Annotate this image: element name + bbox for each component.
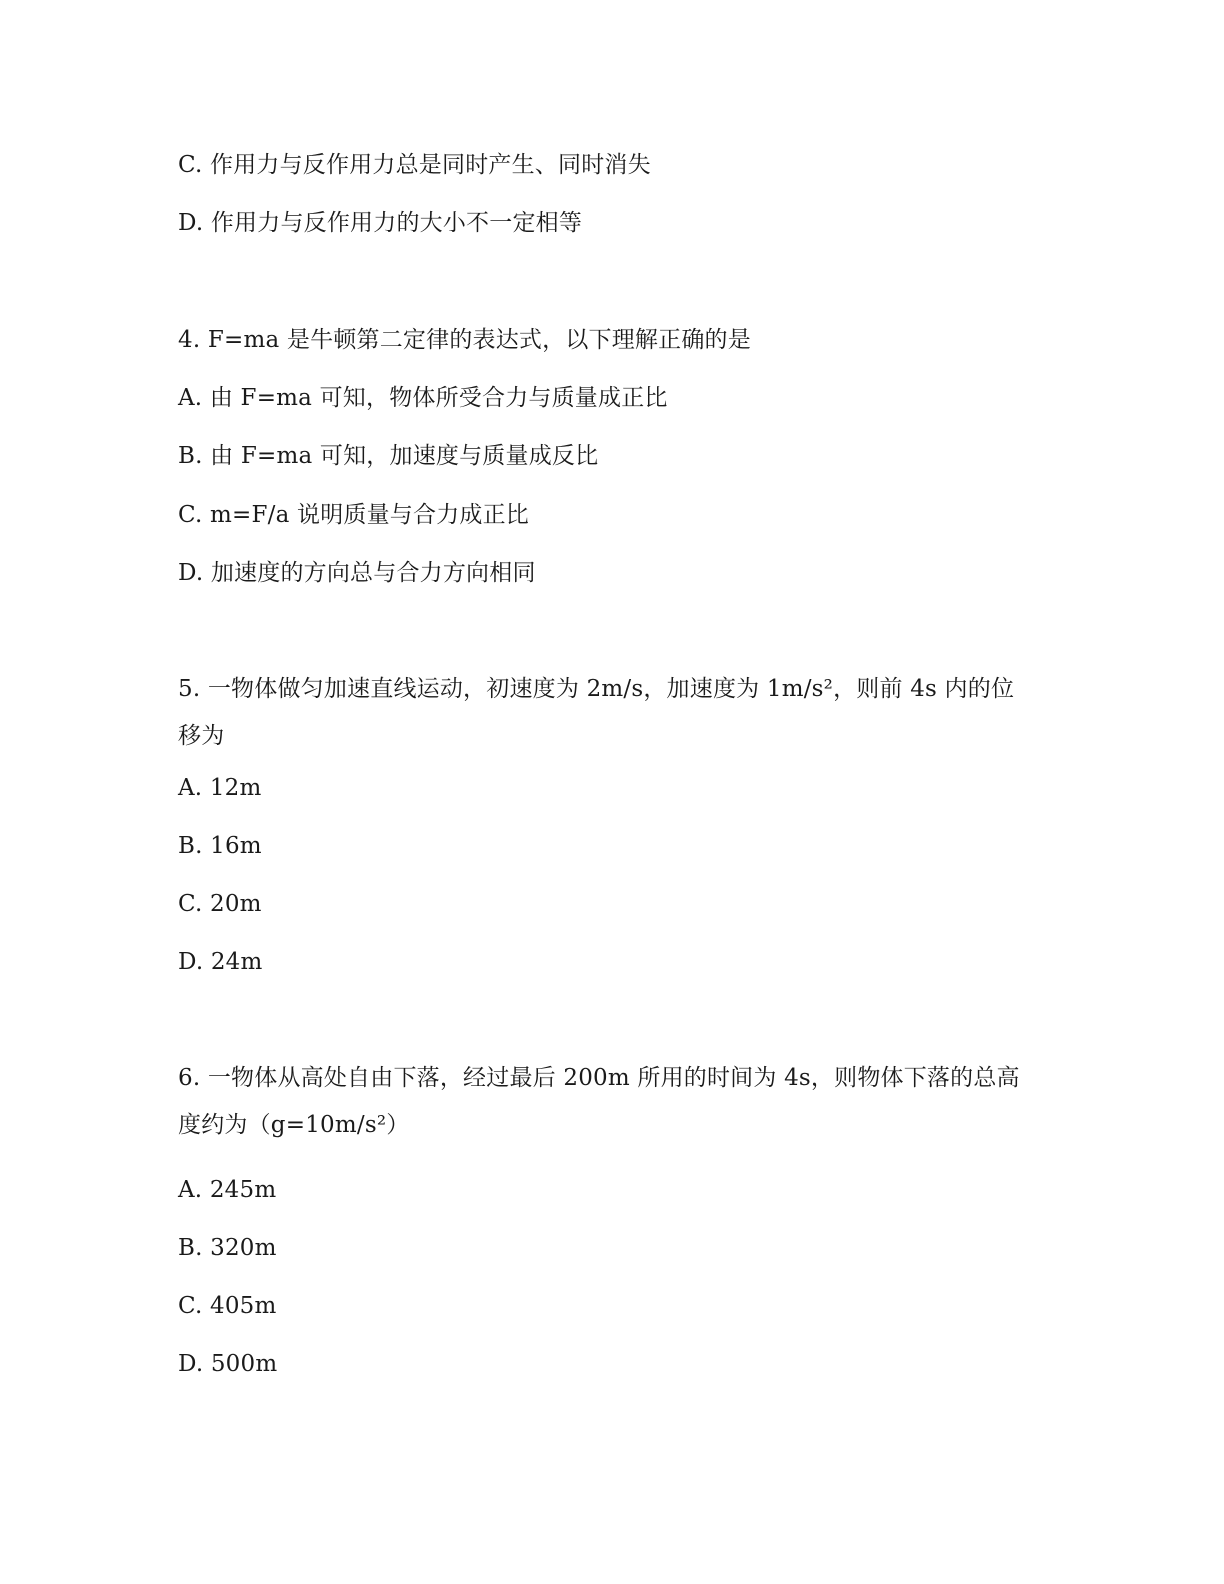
q4-option-a: A. 由 F=ma 可知，物体所受合力与质量成正比 [178, 385, 668, 411]
q6-stem: 6. 一物体从高处自由下落，经过最后 200m 所用的时间为 4s，则物体下落的总高度约为（g=10m/s²） [178, 1065, 1020, 1138]
q4-option-c: C. m=F/a 说明质量与合力成正比 [178, 502, 530, 528]
q5-option-d: D. 24m [178, 949, 263, 975]
q6-option-a: A. 245m [178, 1177, 277, 1203]
q3-option-c: C. 作用力与反作用力总是同时产生、同时消失 [178, 152, 651, 178]
q6-option-c: C. 405m [178, 1293, 277, 1319]
q4-option-b: B. 由 F=ma 可知，加速度与质量成反比 [178, 443, 599, 469]
q6-option-d: D. 500m [178, 1351, 278, 1377]
q5-option-c: C. 20m [178, 891, 262, 917]
q5-option-a: A. 12m [178, 775, 262, 801]
q6-option-b: B. 320m [178, 1235, 277, 1261]
q3-option-d: D. 作用力与反作用力的大小不一定相等 [178, 210, 583, 236]
q4-stem: 4. F=ma 是牛顿第二定律的表达式，以下理解正确的是 [178, 327, 751, 353]
q5-stem: 5. 一物体做匀加速直线运动，初速度为 2m/s，加速度为 1m/s²，则前 4s 内的位移为 [178, 676, 1015, 749]
q5-option-b: B. 16m [178, 833, 262, 859]
q4-option-d: D. 加速度的方向总与合力方向相同 [178, 560, 536, 586]
